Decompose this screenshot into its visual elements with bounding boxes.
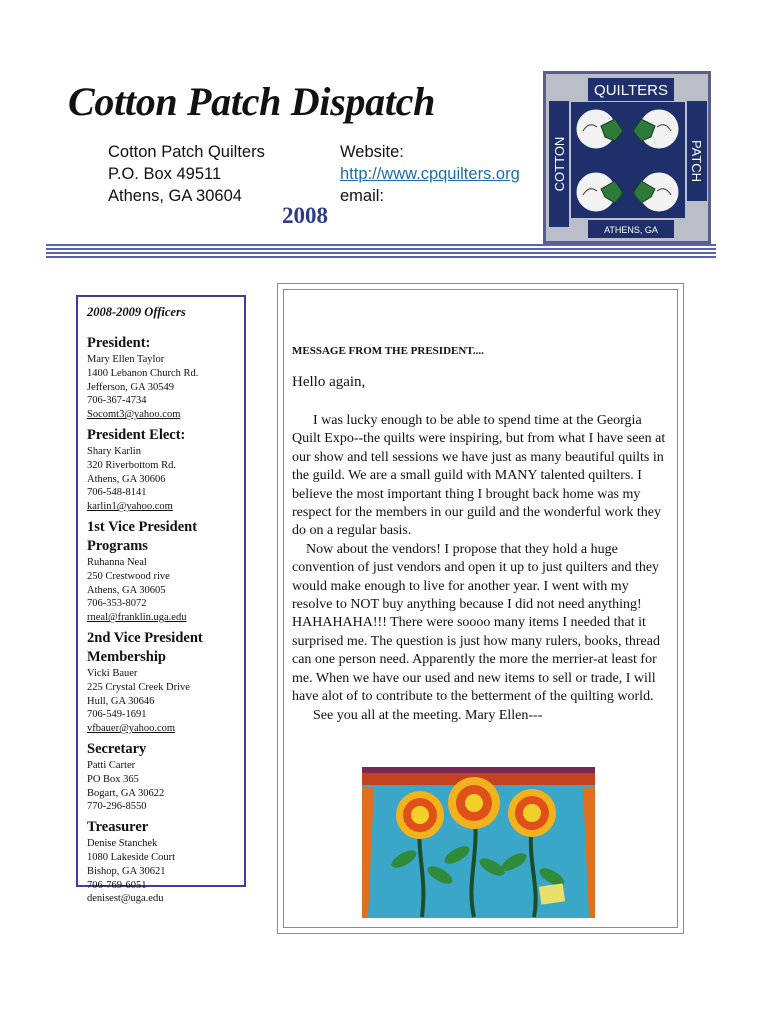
- officer-name: Ruhanna Neal: [87, 556, 147, 568]
- officer-street: 1400 Lebanon Church Rd.: [87, 367, 199, 379]
- officer-street: 1080 Lakeside Court: [87, 851, 176, 863]
- officer-phone: 706-549-1691: [87, 709, 147, 721]
- officer-entry: [87, 334, 244, 422]
- officer-role: President:: [87, 335, 151, 351]
- officer-role-sub: Membership: [87, 648, 166, 665]
- message-heading: MESSAGE FROM THE PRESIDENT....: [292, 345, 484, 357]
- email-label: email:: [340, 187, 385, 205]
- officer-entry: [87, 740, 244, 814]
- officer-city: Jefferson, GA 30549: [87, 381, 175, 393]
- logo-right-text: PATCH: [689, 139, 704, 183]
- officer-name: Mary Ellen Taylor: [87, 354, 165, 365]
- officers-heading: 2008-2009 Officers: [87, 305, 186, 319]
- officer-role: 2nd Vice President: [87, 629, 203, 646]
- officer-name: Patti Carter: [87, 759, 136, 771]
- officer-phone: 706-367-4734: [87, 395, 147, 407]
- address-line: P.O. Box 49511: [108, 165, 222, 183]
- website-label: Website:: [340, 143, 404, 161]
- officer-role-sub: Programs: [87, 537, 148, 554]
- officer-email-link[interactable]: Socomt3@yahoo.com: [87, 409, 181, 421]
- logo-left-text: COTTON: [552, 136, 567, 192]
- officer-role: 1st Vice President: [87, 518, 198, 535]
- officer-street: 250 Crestwood rive: [87, 570, 170, 582]
- officer-phone: 706-548-8141: [87, 487, 147, 499]
- guild-address: [108, 141, 265, 207]
- officer-city: Athens, GA 30606: [87, 473, 166, 485]
- officer-email-link[interactable]: vfbauer@yahoo.com: [87, 723, 176, 735]
- officers-box: [76, 295, 246, 905]
- message-paragraph: Now about the vendors! I propose that they hold a huge convention of just vendors and open it up to just quilters and they would make enough to live for another year. I went with my resolve to NOT buy anything because I did not need anything! HAHAHAHA!!! There were soooo many items I needed that it surprised me. The question is just how many rulers, books, thread can one person need. Apparently the more the merrier-at least for me. When we have our used and new items to sell or trade, I will have alot of to contribute to the betterment of the quilting world.: [292, 541, 660, 705]
- officer-email-link[interactable]: rneal@franklin.uga.edu: [87, 612, 187, 624]
- logo-bottom-text: ATHENS, GA: [604, 225, 658, 235]
- officer-city: Hull, GA 30646: [87, 695, 155, 707]
- officer-city: Athens, GA 30605: [87, 584, 166, 596]
- officer-entry: [87, 818, 244, 906]
- website-link[interactable]: http://www.cpquilters.org: [340, 165, 520, 183]
- officer-role: President Elect:: [87, 426, 186, 443]
- contact-info: [340, 141, 520, 207]
- message-body: [292, 412, 668, 725]
- officer-email-link[interactable]: karlin1@yahoo.com: [87, 501, 173, 513]
- officer-role: Treasurer: [87, 819, 149, 836]
- officer-name: Denise Stanchek: [87, 838, 158, 850]
- officer-role: Secretary: [87, 740, 147, 757]
- officer-phone: 770-296-8550: [87, 801, 147, 813]
- officer-street: 320 Riverbottom Rd.: [87, 459, 176, 471]
- officer-street: PO Box 365: [87, 773, 139, 785]
- address-line: Athens, GA 30604: [108, 187, 242, 205]
- officer-name: Vicki Bauer: [87, 667, 138, 679]
- officer-name: Shary Karlin: [87, 445, 141, 457]
- officer-city: Bishop, GA 30621: [87, 865, 166, 877]
- issue-year: 2008: [282, 203, 328, 228]
- message-greeting: Hello again,: [292, 374, 366, 390]
- officer-phone: 706-769-6051: [87, 879, 147, 891]
- officer-phone: 706-353-8072: [87, 598, 147, 610]
- officer-city: Bogart, GA 30622: [87, 787, 165, 799]
- address-line: Cotton Patch Quilters: [108, 143, 265, 161]
- officer-entry: [87, 426, 244, 514]
- header-divider: [46, 244, 716, 260]
- quilters-logo: [543, 71, 711, 244]
- message-paragraph: See you all at the meeting. Mary Ellen---: [292, 707, 543, 723]
- page-title: Cotton Patch Dispatch: [68, 79, 436, 124]
- logo-top-text: QUILTERS: [594, 82, 668, 99]
- officer-entry: [87, 629, 244, 736]
- message-paragraph: I was lucky enough to be able to spend time at the Georgia Quilt Expo--the quilts were inspiring, but from what I have seen at our show and tell sessions we have just as many beautiful quilts in the guild. We are a small guild with MANY talented quilters. I believe the most important thing I brought back home was my respect for the members in our guild and the wonderful work they do on a regular basis.: [292, 413, 666, 539]
- officer-entry: [87, 518, 244, 625]
- officer-email: denisest@uga.edu: [87, 893, 164, 905]
- officer-street: 225 Crystal Creek Drive: [87, 681, 190, 693]
- sunflower-quilt-photo: [362, 767, 595, 918]
